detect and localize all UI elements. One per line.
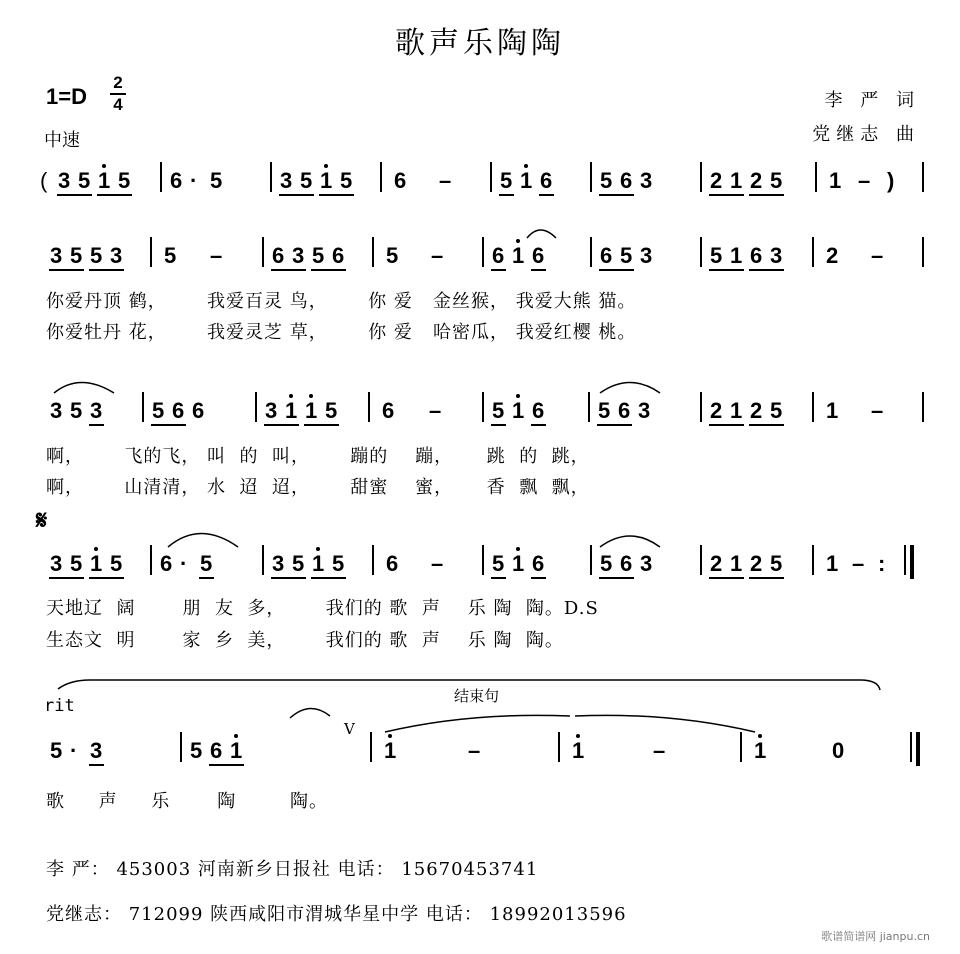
note: – [468,738,481,763]
open-paren: ( [40,168,48,193]
note: 3 [110,243,123,268]
note: 1 [384,740,396,762]
note: – [431,551,444,576]
note: 6 [272,243,285,268]
note: 2 [750,551,763,576]
note: 3 [50,551,63,576]
footer-composer-contact: 党继志： 712099 陕西咸阳市渭城华星中学 电话： 18992013596 [46,904,627,925]
note: 2 [710,168,723,193]
note: 5 [70,551,83,576]
note: 5 [770,168,783,193]
time-signature-bottom: 4 [113,95,123,114]
lyric-line: 天地辽 阔 朋 友 多， 我们的 歌 声 乐 陶 陶。D.S [46,598,599,619]
note: 6 [750,243,763,268]
note: 6 [618,398,631,423]
lyricist-credit: 李 严 词 [824,90,920,111]
score-title: 歌声乐陶陶 [395,26,565,61]
tempo-marking: 中速 [44,130,80,151]
note: 3 [90,738,103,763]
lyric-line: 歌 声 乐 陶 陶。 [46,791,329,812]
note: 5 [118,168,131,193]
note: 1 [826,398,839,423]
note: – [439,168,452,193]
note: 2 [750,398,763,423]
note: 3 [770,243,783,268]
note: 1 [512,245,524,267]
note: 5 [340,168,353,193]
note: – [653,738,666,763]
note: 5 [152,398,165,423]
note: 3 [58,168,71,193]
breath-mark: V [344,720,355,738]
note: 5 [312,243,325,268]
note: – [871,398,884,423]
note: 5 [770,398,783,423]
watermark-text: 歌谱简谱网 jianpu.cn [821,930,930,943]
note: 6 [532,398,545,423]
note: 5 [620,243,633,268]
note: 1 [312,553,324,575]
note: 0 [832,738,845,763]
note: 6 [382,398,395,423]
note: 3 [280,168,293,193]
note: 1 [305,400,317,422]
note: 5 [710,243,723,268]
note: 1 [285,400,297,422]
note: – [210,243,223,268]
note: 5 [325,398,338,423]
note: 6 [600,243,613,268]
note: 6 [210,738,223,763]
note: 3 [640,243,653,268]
note: 1 [730,243,743,268]
key-signature: 1=D [46,84,87,109]
note: · [190,168,198,193]
rit-marking: rit [44,696,75,716]
note: 5 [70,243,83,268]
time-signature-top: 2 [113,73,123,92]
note: 5 [332,551,345,576]
note: 6 [172,398,185,423]
note: 5 [210,168,223,193]
note: 2 [710,551,723,576]
note: 5 [50,738,63,763]
note: 5 [600,551,613,576]
note: 6 [532,551,545,576]
note: 5 [770,551,783,576]
note: 1 [730,551,743,576]
note: 5 [190,738,203,763]
note: 5 [164,243,177,268]
note: 1 [826,551,839,576]
composer-credit: 党继志 曲 [812,124,920,145]
note: – [431,243,444,268]
note: 6 [532,243,545,268]
lyric-line: 啊， 飞的飞， 叫 的 叫， 蹦的 蹦， 跳 的 跳， [46,446,590,467]
note: 5 [200,551,213,576]
lyric-line: 生态文 明 家 乡 美， 我们的 歌 声 乐 陶 陶。 [46,630,564,651]
note: 2 [826,243,839,268]
note: – [852,551,865,576]
note: 5 [78,168,91,193]
note: 1 [320,170,332,192]
note: – [429,398,442,423]
note: 5 [292,551,305,576]
note: 1 [512,400,524,422]
note: 1 [730,398,743,423]
note: 3 [90,398,103,423]
note: 6 [620,551,633,576]
note: 5 [598,398,611,423]
note: 3 [272,551,285,576]
note: 1 [754,740,766,762]
note: – [871,243,884,268]
note: 3 [640,551,653,576]
note: 6 [394,168,407,193]
note: 3 [640,168,653,193]
ending-label: 结束句 [454,687,500,705]
note: 5 [90,243,103,268]
note: 3 [50,398,63,423]
note: 6 [540,168,553,193]
note: 5 [70,398,83,423]
lyric-line: 你爱丹顶 鹤， 我爱百灵 鸟， 你 爱 金丝猴， 我爱大熊 猫。 [46,291,637,312]
note: 1 [90,553,102,575]
note: · [180,551,188,576]
note: 1 [829,168,842,193]
note: 1 [512,553,524,575]
note: 3 [50,243,63,268]
note: 6 [492,243,505,268]
lyric-line: 啊， 山清清， 水 迢 迢， 甜蜜 蜜， 香 飘 飘， [46,477,590,498]
note: 3 [265,398,278,423]
footer-lyricist-contact: 李 严： 453003 河南新乡日报社 电话： 15670453741 [46,859,539,880]
note: 6 [192,398,205,423]
note: 1 [572,740,584,762]
note: 5 [492,398,505,423]
note: 1 [730,168,743,193]
note: 6 [332,243,345,268]
note: 5 [492,551,505,576]
note: 3 [638,398,651,423]
segno-sign: 𝄋 [36,506,48,536]
note: 1 [230,740,242,762]
note: 6 [386,551,399,576]
note: 5 [386,243,399,268]
note: – [858,168,871,193]
note: 5 [500,168,513,193]
note: 5 [600,168,613,193]
note: · [70,738,78,763]
note: 5 [110,551,123,576]
note: 6 [170,168,183,193]
note: 2 [710,398,723,423]
note: 2 [750,168,763,193]
note: 6 [620,168,633,193]
lyric-line: 你爱牡丹 花， 我爱灵芝 草， 你 爱 哈密瓜， 我爱红樱 桃。 [46,322,637,343]
note: 6 [160,551,173,576]
note: ) [887,168,895,193]
note: 1 [98,170,110,192]
note: 3 [292,243,305,268]
note: : [878,551,886,576]
note: 1 [520,170,532,192]
note: 5 [300,168,313,193]
